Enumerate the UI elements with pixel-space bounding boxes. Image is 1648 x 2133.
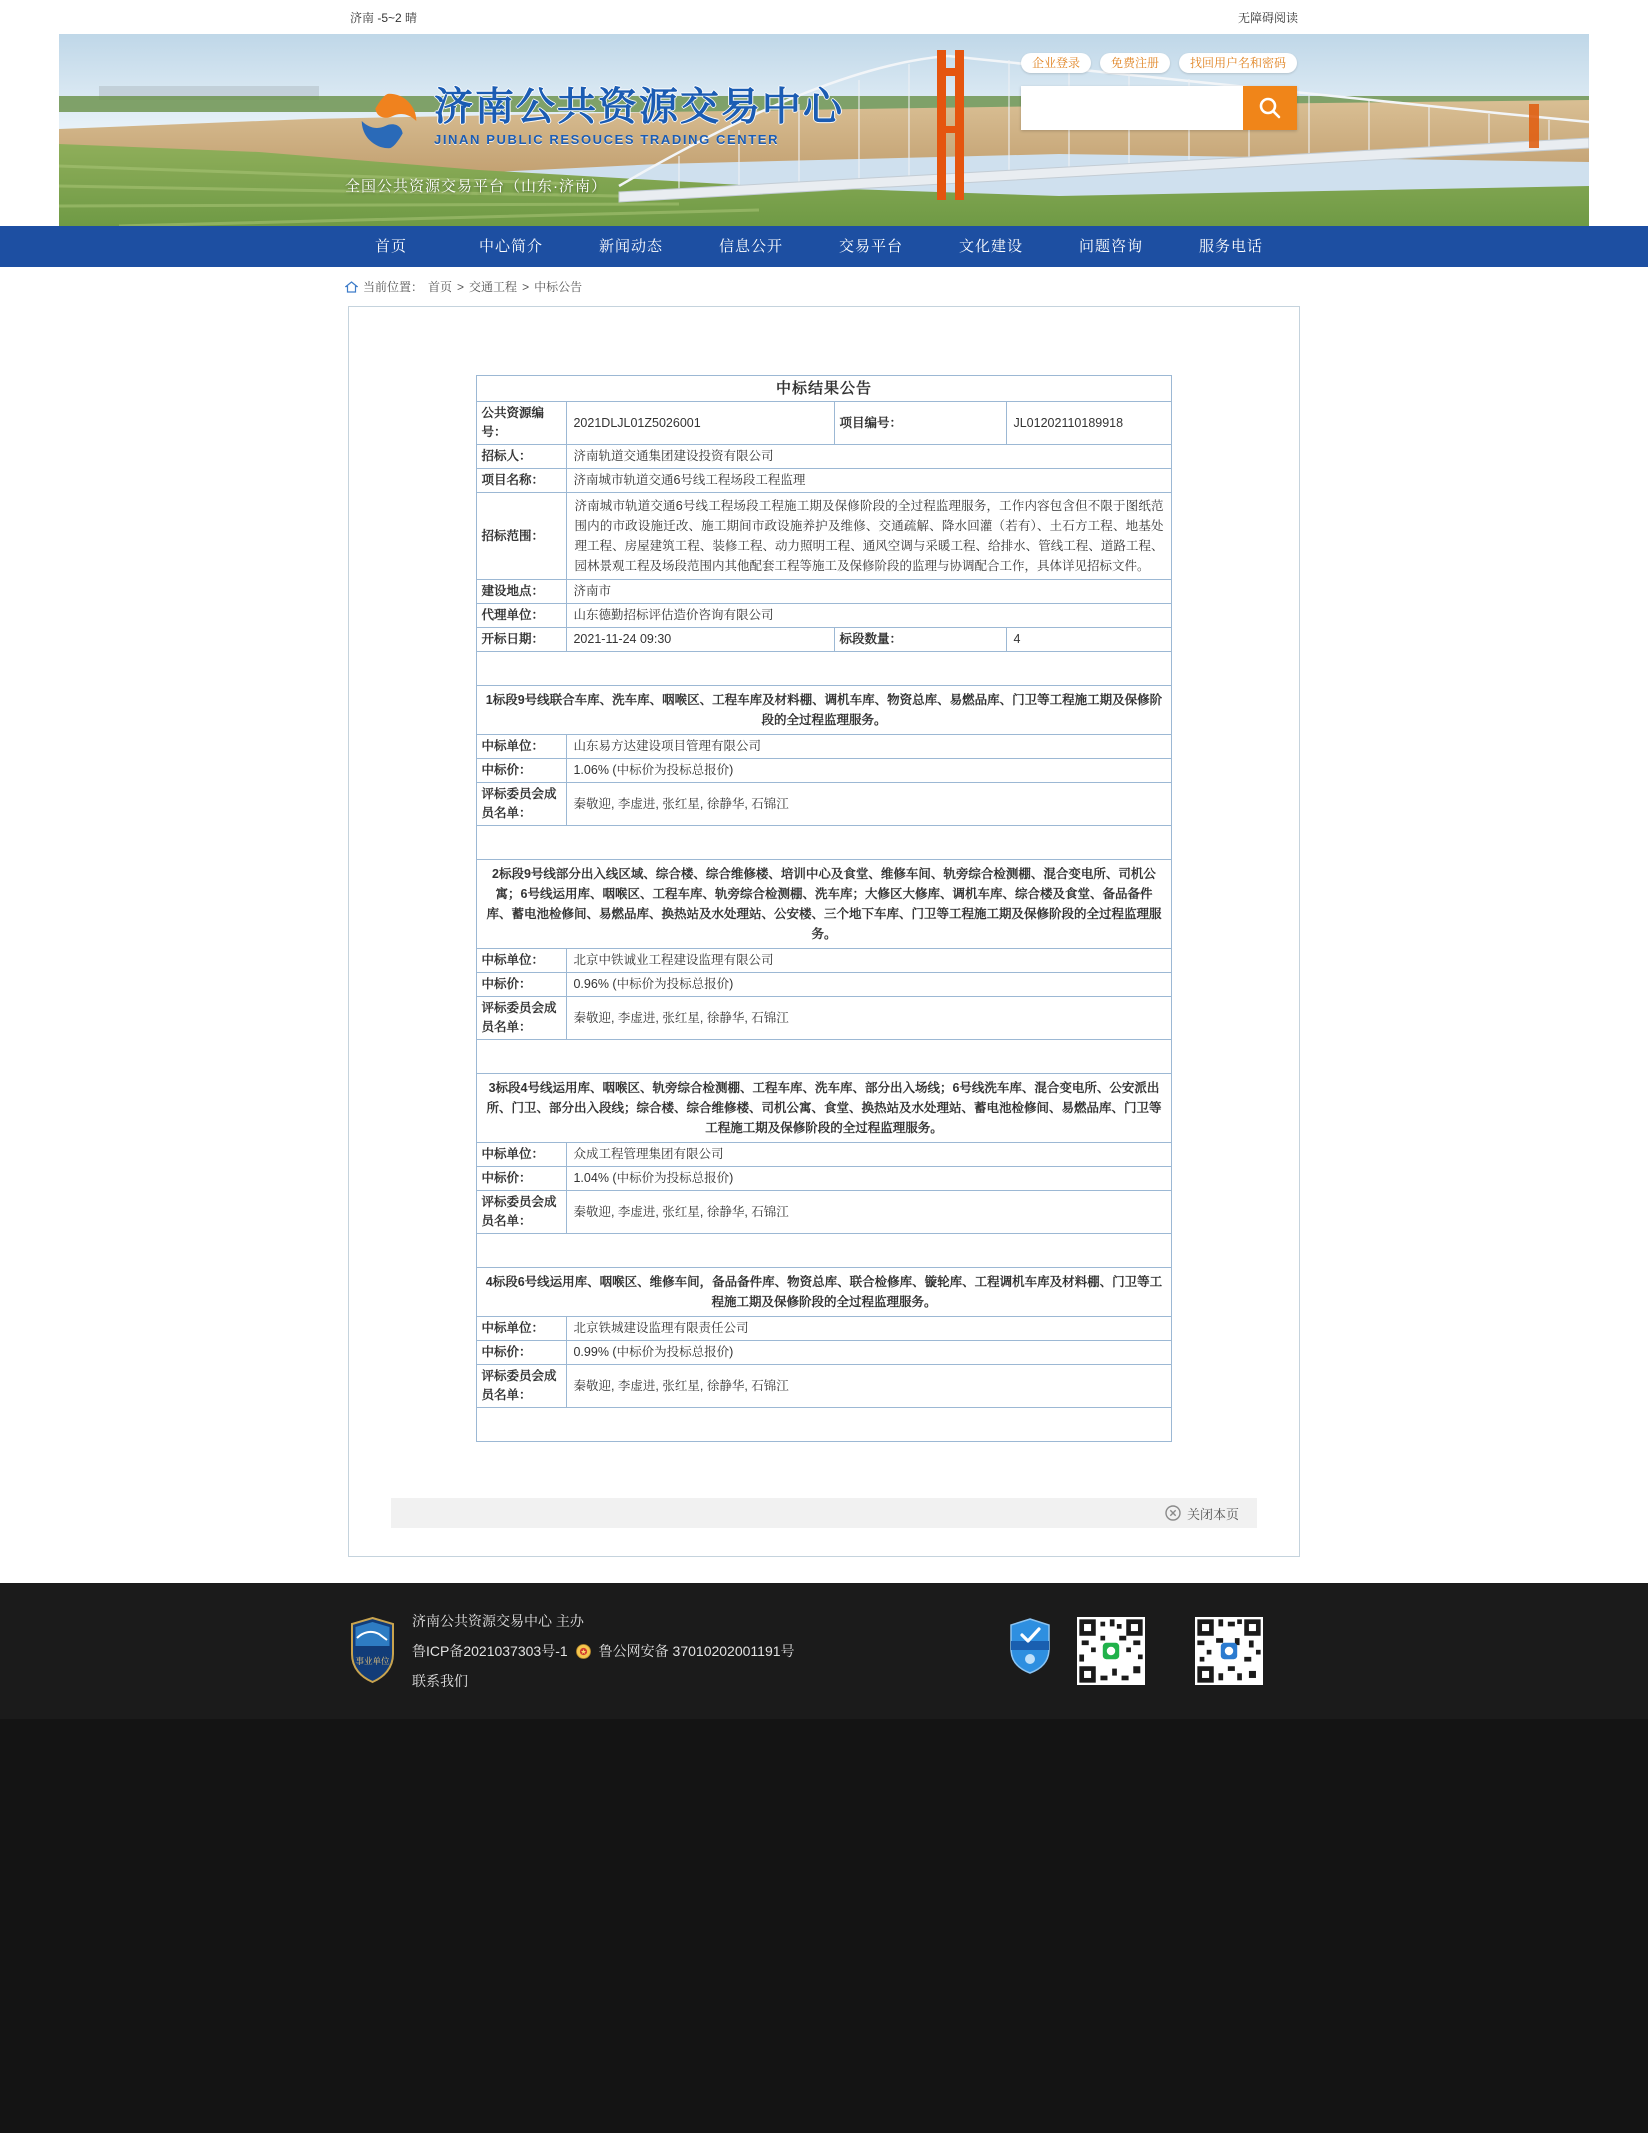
winner-label: 中标单位： [477,949,567,973]
agency-value: 山东德勤招标评估造价咨询有限公司 [567,604,1171,628]
winner-value: 北京中铁诚业工程建设监理有限公司 [567,949,1171,973]
site-title: 济南公共资源交易中心 [434,86,845,129]
nav-item-qa[interactable]: 问题咨询 [1078,238,1143,255]
price-value: 1.06% (中标价为投标总报价) [567,759,1171,783]
price-label: 中标价： [477,759,567,783]
winner-label: 中标单位： [477,735,567,759]
price-value: 0.99% (中标价为投标总报价) [567,1341,1171,1365]
project-name-label: 项目名称： [477,469,567,493]
announcement-card [348,306,1300,1557]
scope-value: 济南城市轨道交通6号线工程场段工程施工期及保修阶段的全过程监理服务，工作内容包含但不限于图纸范围内的市政设施迁改、施工期间市政设施养护及维修、交通疏解、降水回灌（若有）、土石方工程、地基处理工程、房屋建筑工程、装修工程、动力照明工程、通风空调与采暖工程、给排水、管线工程、道路工程、园林景观工程及场段范围内其他配套工程等施工及保修阶段的监理与协调配合工作，具体详见招标文件。 [567,493,1171,580]
page-bottom-area [0,1719,1648,2133]
location-value: 济南市 [567,580,1171,604]
top-strip [0,0,1648,34]
breadcrumb-prefix: 当前位置： [363,280,424,294]
enterprise-login-button[interactable]: 企业登录 [1021,53,1091,73]
search-input[interactable] [1021,86,1243,130]
price-label: 中标价： [477,1341,567,1365]
winner-value: 山东易方达建设项目管理有限公司 [567,735,1171,759]
nav-item-news[interactable]: 新闻动态 [598,238,663,255]
close-icon [1165,1505,1181,1521]
table-spacer [477,652,1171,686]
table-spacer [477,1234,1171,1268]
main-nav [0,226,1648,267]
site-logo [358,88,844,152]
logo-swirl-icon [358,90,420,152]
location-label: 建设地点： [477,580,567,604]
footer [0,1583,1648,1719]
price-value: 1.04% (中标价为投标总报价) [567,1167,1171,1191]
nav-item-service-phone[interactable]: 服务电话 [1198,238,1263,255]
badge-label: 事业单位 [355,1656,390,1666]
nav-item-home[interactable]: 首页 [374,238,407,255]
resource-no-label: 公共资源编号： [477,402,567,445]
lot-section-title: 3标段4号线运用库、咽喉区、轨旁综合检测棚、工程车库、洗车库、部分出入场线；6号线洗车库、混合变电所、公安派出所、门卫、部分出入段线；综合楼、综合维修楼、司机公寓、食堂、换热站及水处理站、蓄电池检修间、易燃品库、门卫等工程施工期及保修阶段的全过程监理服务。 [477,1074,1171,1143]
committee-label: 评标委员会成员名单： [477,1191,567,1234]
search-button[interactable] [1243,86,1297,130]
scope-label: 招标范围： [477,493,567,580]
price-value: 0.96% (中标价为投标总报价) [567,973,1171,997]
public-institution-badge-icon [349,1616,396,1684]
site-subtitle: JINAN PUBLIC RESOUCES TRADING CENTER [434,131,780,147]
notice-title: 中标结果公告 [477,376,1171,402]
committee-label: 评标委员会成员名单： [477,997,567,1040]
breadcrumb-current: 中标公告 [534,280,583,294]
resource-no-value: 2021DLJL01Z5026001 [567,402,835,445]
lot-count-label: 标段数量： [835,628,1007,652]
nav-item-center-intro[interactable]: 中心简介 [478,238,543,255]
price-label: 中标价： [477,973,567,997]
bidder-value: 济南轨道交通集团建设投资有限公司 [567,445,1171,469]
footer-host: 济南公共资源交易中心 主办 [412,1613,584,1629]
winner-label: 中标单位： [477,1317,567,1341]
committee-label: 评标委员会成员名单： [477,1365,567,1408]
icp-license-link[interactable]: 鲁ICP备2021037303号-1 [412,1643,568,1659]
lot-section-title: 2标段9号线部分出入线区域、综合楼、综合维修楼、培训中心及食堂、维修车间、轨旁综合检测棚、混合变电所、司机公寓；6号线运用库、咽喉区、工程车库、轨旁综合检测棚、洗车库；大修区大修库、调机车库、综合楼及食堂、备品备件库、蓄电池检修间、易燃品库、换热站及水处理站、公安楼、三个地下车库、门卫等工程施工期及保修阶段的全过程监理服务。 [477,860,1171,949]
open-date-value: 2021-11-24 09:30 [567,628,835,652]
winner-value: 北京铁城建设监理有限责任公司 [567,1317,1171,1341]
lot-count-value: 4 [1007,628,1171,652]
contact-us-link[interactable]: 联系我们 [412,1673,468,1689]
winner-label: 中标单位： [477,1143,567,1167]
nav-item-info-disclosure[interactable]: 信息公开 [718,238,783,255]
lot-section-title: 1标段9号线联合车库、洗车库、咽喉区、工程车库及材料棚、调机车库、物资总库、易燃品库、门卫等工程施工期及保修阶段的全过程监理服务。 [477,686,1171,735]
certification-badge-icon [1008,1617,1052,1675]
project-name-value: 济南城市轨道交通6号线工程场段工程监理 [567,469,1171,493]
bidder-label: 招标人： [477,445,567,469]
accessibility-link[interactable]: 无障碍阅读 [1237,10,1298,25]
winner-value: 众成工程管理集团有限公司 [567,1143,1171,1167]
close-bar [391,1498,1257,1528]
breadcrumb [59,267,1589,306]
nav-item-trading-platform[interactable]: 交易平台 [838,238,903,255]
breadcrumb-separator: > [457,279,465,294]
weather-info: 济南 -5~2 晴 [350,10,418,25]
nav-item-culture[interactable]: 文化建设 [958,238,1023,255]
open-date-label: 开标日期： [477,628,567,652]
project-no-label: 项目编号： [835,402,1007,445]
close-page-label: 关闭本页 [1186,1506,1239,1522]
platform-name: 全国公共资源交易平台（山东·济南） [345,178,607,195]
security-filing-link[interactable]: 鲁公网安备 37010202001191号 [598,1643,795,1659]
banner [59,34,1589,226]
notice-table [476,375,1171,1442]
committee-value: 秦敬迎, 李虚进, 张红星, 徐静华, 石锦江 [567,783,1171,826]
recover-account-button[interactable]: 找回用户名和密码 [1179,53,1297,73]
free-register-button[interactable]: 免费注册 [1100,53,1170,73]
breadcrumb-separator: > [522,279,530,294]
home-icon [345,281,358,293]
police-badge-icon [576,1644,591,1659]
committee-value: 秦敬迎, 李虚进, 张红星, 徐静华, 石锦江 [567,1191,1171,1234]
committee-value: 秦敬迎, 李虚进, 张红星, 徐静华, 石锦江 [567,1365,1171,1408]
committee-value: 秦敬迎, 李虚进, 张红星, 徐静华, 石锦江 [567,997,1171,1040]
lot-section-title: 4标段6号线运用库、咽喉区、维修车间，备品备件库、物资总库、联合检修库、镟轮库、工程调机车库及材料棚、门卫等工程施工期及保修阶段的全过程监理服务。 [477,1268,1171,1317]
table-spacer [477,1408,1171,1442]
qr-code-wechat [1077,1617,1145,1685]
table-spacer [477,1040,1171,1074]
agency-label: 代理单位： [477,604,567,628]
project-no-value: JL01202110189918 [1007,402,1171,445]
close-page-button[interactable] [1165,1504,1239,1523]
search-icon [1257,95,1283,121]
qr-code-app [1195,1617,1263,1685]
breadcrumb-home[interactable]: 首页 [428,280,453,294]
price-label: 中标价： [477,1167,567,1191]
table-spacer [477,826,1171,860]
breadcrumb-category[interactable]: 交通工程 [469,280,518,294]
committee-label: 评标委员会成员名单： [477,783,567,826]
